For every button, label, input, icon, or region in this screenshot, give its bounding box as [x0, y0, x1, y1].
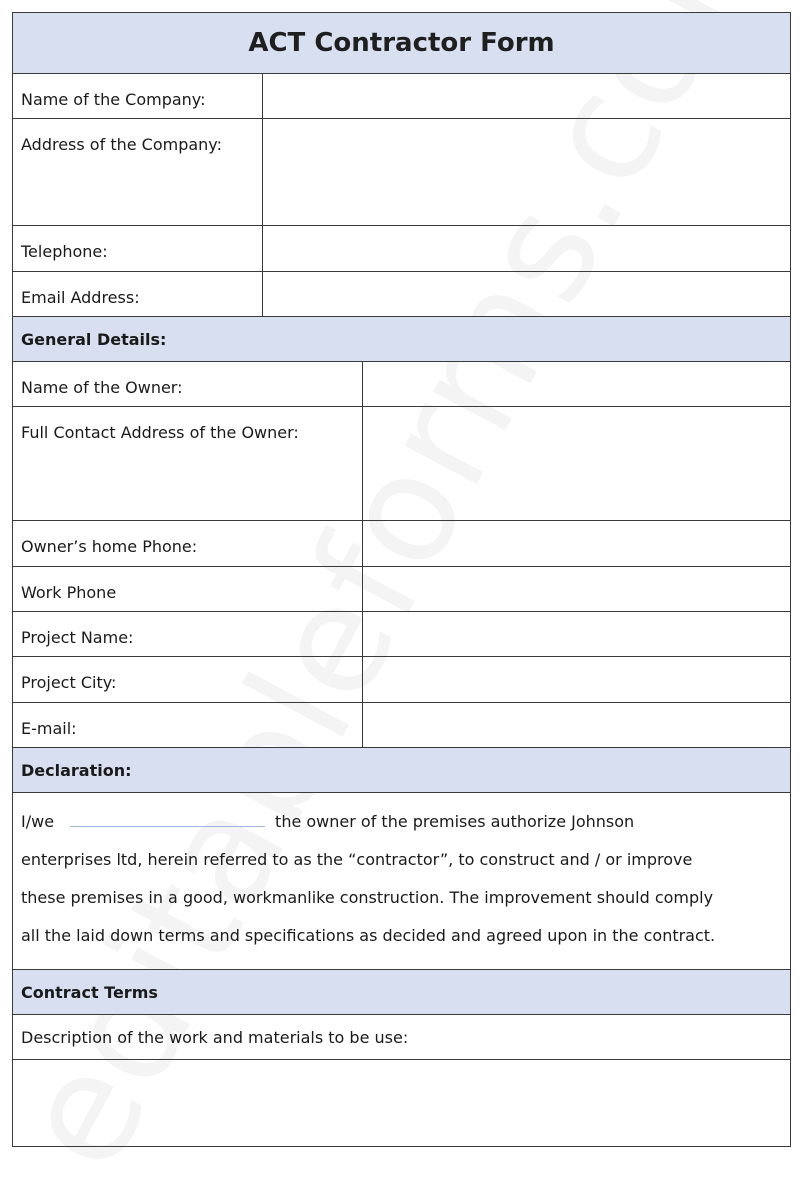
owner-name-label: Name of the Owner: [13, 362, 363, 406]
contractor-form [12, 12, 791, 1147]
general-details-header-row [13, 317, 791, 362]
declaration-line-1 [21, 803, 782, 841]
declaration-header-row [13, 748, 791, 793]
company-name-field[interactable] [263, 74, 790, 118]
company-address-row [13, 119, 791, 226]
project-name-field[interactable] [363, 612, 790, 656]
work-description-row [13, 1015, 791, 1060]
email-address-label: Email Address: [13, 272, 263, 316]
telephone-field[interactable] [263, 226, 790, 271]
work-phone-row [13, 567, 791, 612]
declaration-line-2: enterprises ltd, herein referred to as the “contractor”, to construct and / or improve [21, 850, 693, 869]
project-name-label: Project Name: [13, 612, 363, 656]
owner-address-row [13, 407, 791, 521]
owner-name-field[interactable] [363, 362, 790, 406]
contract-terms-header: Contract Terms [21, 982, 158, 1002]
work-phone-label: Work Phone [13, 567, 363, 611]
telephone-row [13, 226, 791, 272]
telephone-label: Telephone: [13, 226, 263, 271]
form-title-bar [13, 13, 791, 74]
owner-home-phone-label: Owner’s home Phone: [13, 521, 363, 566]
email-address-row [13, 272, 791, 317]
owner-email-field[interactable] [363, 703, 790, 747]
work-phone-field[interactable] [363, 567, 790, 611]
company-name-label: Name of the Company: [13, 74, 263, 118]
form-title: ACT Contractor Form [248, 28, 555, 58]
project-city-row [13, 657, 791, 703]
declaration-prefix: I/we [21, 812, 55, 831]
declaration-text [13, 793, 791, 970]
email-address-field[interactable] [263, 272, 790, 316]
owner-name-row [13, 362, 791, 407]
owner-home-phone-row [13, 521, 791, 567]
contract-terms-header-row [13, 970, 791, 1015]
company-address-label: Address of the Company: [13, 119, 263, 225]
owner-email-row [13, 703, 791, 748]
company-name-row [13, 74, 791, 119]
work-description-field[interactable] [13, 1060, 791, 1147]
declaration-line-1-text: the owner of the premises authorize Johnson [275, 812, 635, 831]
declaration-line-3: these premises in a good, workmanlike construction. The improvement should comply [21, 888, 714, 907]
project-name-row [13, 612, 791, 657]
declarant-name-blank[interactable] [70, 806, 265, 827]
general-details-header: General Details: [21, 329, 167, 349]
owner-address-field[interactable] [363, 407, 790, 520]
project-city-field[interactable] [363, 657, 790, 702]
declaration-line-4: all the laid down terms and specifications as decided and agreed upon in the contract. [21, 926, 716, 945]
company-address-field[interactable] [263, 119, 790, 225]
owner-home-phone-field[interactable] [363, 521, 790, 566]
owner-address-label: Full Contact Address of the Owner: [13, 407, 363, 520]
work-description-label: Description of the work and materials to be use: [21, 1027, 409, 1047]
owner-email-label: E-mail: [13, 703, 363, 747]
project-city-label: Project City: [13, 657, 363, 702]
declaration-header: Declaration: [21, 760, 132, 780]
